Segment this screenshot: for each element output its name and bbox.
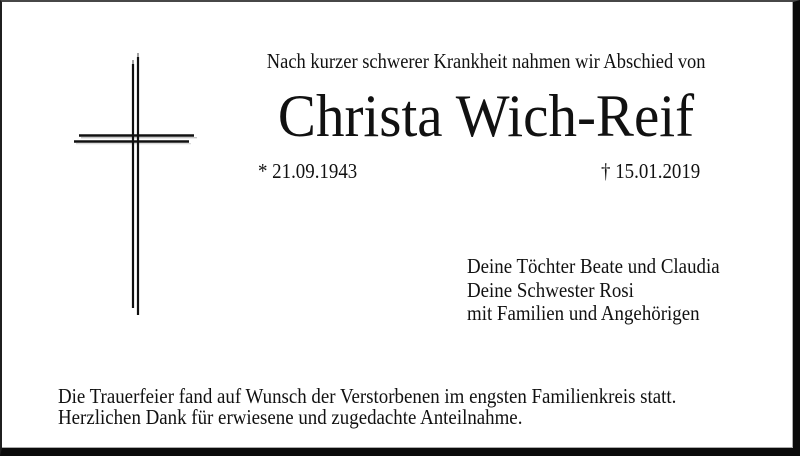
mourners-block xyxy=(467,255,720,326)
cross-icon xyxy=(60,48,210,328)
birth-date: * 21.09.1943 xyxy=(258,159,358,183)
intro-line: Nach kurzer schwerer Krankheit nahmen wir Abschied von xyxy=(266,49,706,73)
life-dates xyxy=(258,161,700,182)
footer-line: Herzlichen Dank für erwiesene und zugedachte Anteilnahme. xyxy=(58,404,523,429)
mourner-line: mit Familien und Angehörigen xyxy=(467,301,700,325)
mourner-line: Deine Schwester Rosi xyxy=(467,277,634,302)
footer-line: Die Trauerfeier fand auf Wunsch der Verstorbenen im engsten Familienkreis statt. xyxy=(58,384,677,408)
footer-block xyxy=(58,386,676,427)
death-date: † 15.01.2019 xyxy=(600,159,700,183)
mourner-line: Deine Töchter Beate und Claudia xyxy=(467,254,720,278)
deceased-name: Christa Wich-Reif xyxy=(277,83,695,149)
